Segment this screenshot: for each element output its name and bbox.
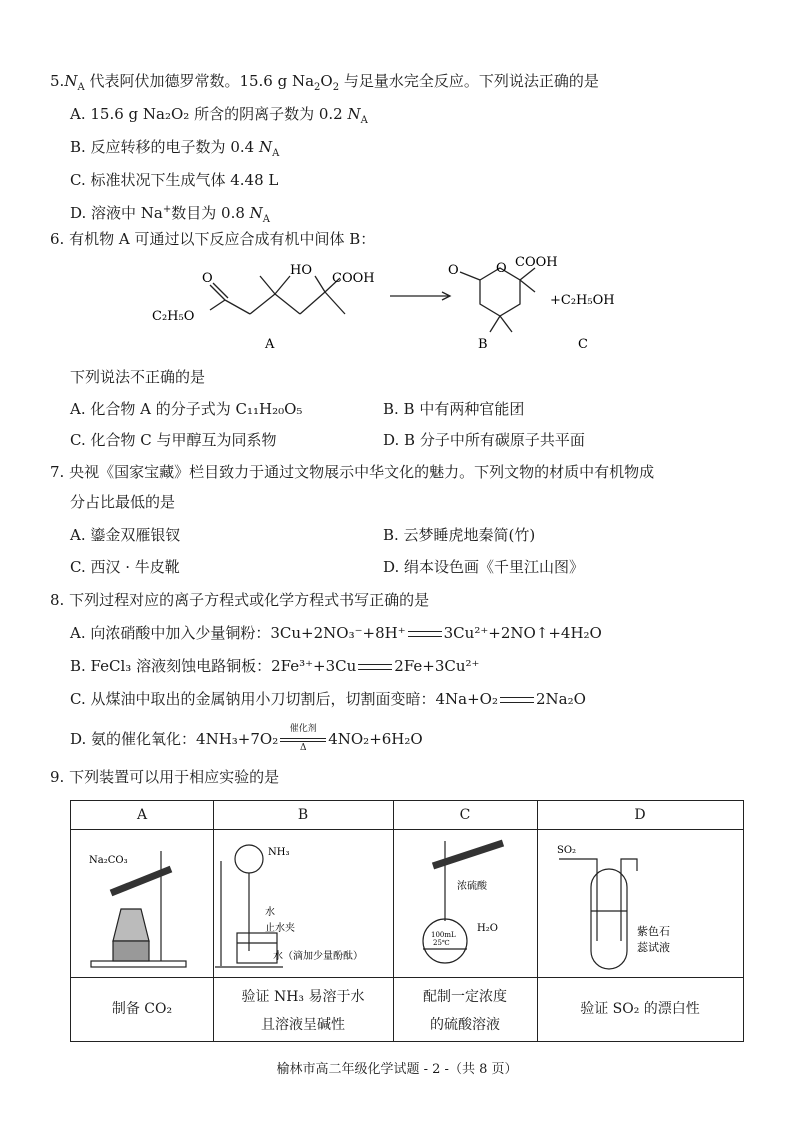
q7-option-b: B. 云梦睡虎地秦简(竹) [383,526,536,544]
page-footer: 榆林市高二年级化学试题 - 2 -（共 8 页） [276,1062,518,1077]
caption-a: 制备 CO₂ [111,1001,173,1017]
q5-stem: $5.N_A$ 代表阿伏加德罗常数。15.6 g $Na_2O_2$ 与足量水完全反应。下列说法正确的是 [50,72,599,93]
q6-option-a: A. 化合物 A 的分子式为 C₁₁H₂₀O₅ [70,400,303,418]
label-b: B [478,337,488,350]
q8-option-c: C. 从煤油中取出的金属钠用小刀切割后，切割面变暗：4Na+O₂ 2Na₂O [70,690,586,708]
apparatus-b-drawing [213,831,393,975]
reaction-scheme [150,250,650,350]
q6-stem: 6. 有机物 A 可通过以下反应合成有机中间体 B： [50,230,376,248]
apparatus-d-drawing [537,831,743,975]
mol-ho: HO [290,263,312,278]
header-a: A [136,807,148,823]
q5-option-a: A. 15.6 g Na₂O₂ 所含的阴离子数为 0.2 $N_A$ [70,105,368,126]
mol-cooh-a: COOH [332,271,375,286]
label-h2so4: 浓硫酸 [457,881,487,892]
label-litmus-1: 紫色石 [637,925,670,938]
label-so2: SO₂ [557,845,577,856]
apparatus-c-drawing [393,831,537,975]
label-litmus-2: 蕊试液 [637,941,670,954]
caption-c: 配制一定浓度 的硫酸溶液 [423,989,507,1033]
mol-o-b2: O [496,261,507,276]
label-a: A [265,337,275,350]
q6-sub-stem: 下列说法不正确的是 [70,368,206,386]
mol-plus-c: +C₂H₅OH [550,293,615,308]
q7-stem-1: 7. 央视《国家宝藏》栏目致力于通过文物展示中华文化的魅力。下列文物的材质中有机物成 [50,463,655,481]
label-c: C [578,337,588,350]
header-b: B [297,807,309,823]
q6-option-c: C. 化合物 C 与甲醇互为同系物 [70,431,277,449]
mol-o-b1: O [448,263,459,278]
q5-option-d: D. 溶液中 Na+数目为 0.8 $N_A$ [70,204,271,225]
q6-option-b: B. B 中有两种官能团 [383,400,525,418]
label-water-phenol: 水（滴加少量酚酞） [273,951,363,962]
q5-option-b: B. 反应转移的电子数为 0.4 $N_A$ [70,138,280,159]
q5-option-c: C. 标准状况下生成气体 4.48 L [70,171,279,189]
mol-cooh-b: COOH [515,255,558,270]
label-na2co3: Na₂CO₃ [89,855,128,866]
caption-b: 验证 NH₃ 易溶于水 且溶液呈碱性 [241,989,365,1033]
label-water: 水 [265,907,275,918]
apparatus-a-drawing [71,831,213,975]
q7-option-d: D. 绢本设色画《千里江山图》 [383,558,585,576]
header-d: D [634,807,646,823]
label-100ml: 100mL [431,931,456,939]
q8-stem: 8. 下列过程对应的离子方程式或化学方程式书写正确的是 [50,591,430,609]
q7-option-c: C. 西汉 · 牛皮靴 [70,558,180,576]
mol-o-a: O [202,271,213,286]
label-nh3: NH₃ [268,847,290,858]
q7-stem-2: 分占比最低的是 [70,493,176,511]
label-25c: 25℃ [433,939,450,947]
label-clamp: 止水夹 [265,923,295,934]
header-c: C [459,807,471,823]
apparatus-table [70,800,744,1042]
q8-option-b: B. FeCl₃ 溶液刻蚀电路铜板：2Fe³⁺+3Cu 2Fe+3Cu²⁺ [70,657,480,675]
q6-option-d: D. B 分子中所有碳原子共平面 [383,431,585,449]
mol-c2h5o: C₂H₅O [152,309,195,324]
q8-option-d: D. 氨的催化氧化：4NH₃+7O₂ 催化剂 Δ 4NO₂+6H₂O [70,724,423,753]
q9-stem: 9. 下列装置可以用于相应实验的是 [50,768,280,786]
label-h2o: H₂O [477,923,498,934]
q7-option-a: A. 鎏金双雁银钗 [70,526,181,544]
q8-option-a: A. 向浓硝酸中加入少量铜粉：3Cu+2NO₃⁻+8H⁺ 3Cu²⁺+2NO↑+4H₂O [70,624,602,642]
caption-d: 验证 SO₂ 的漂白性 [580,1001,700,1017]
